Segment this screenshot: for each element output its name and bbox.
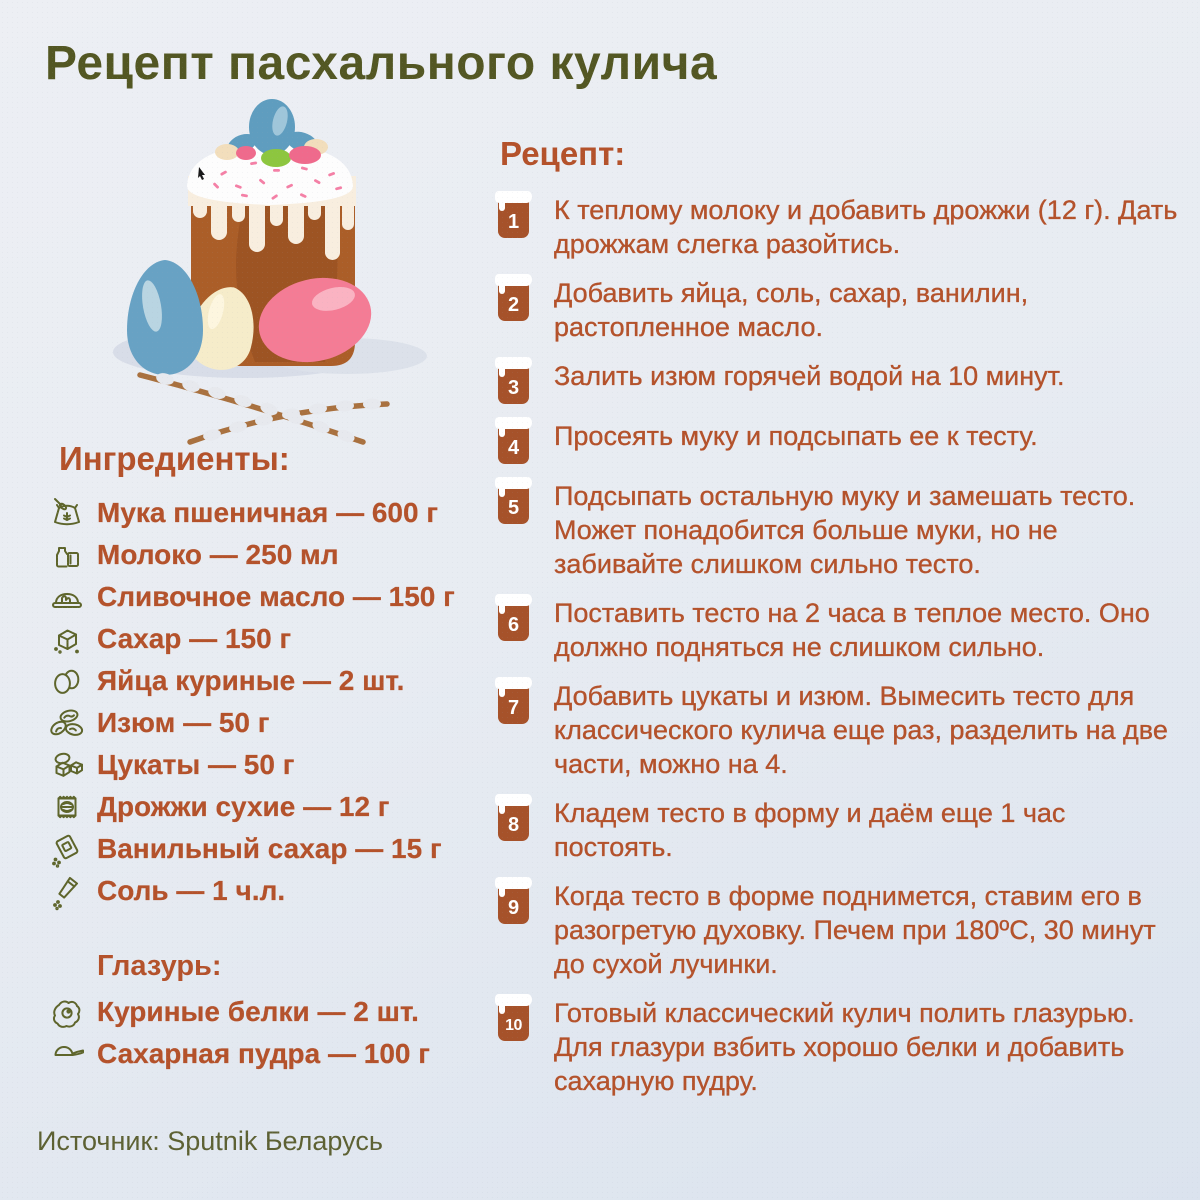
recipe-section <box>498 135 1190 1113</box>
flour-sack-icon <box>45 492 89 534</box>
hero-illustration <box>95 90 465 465</box>
recipe-heading: Рецепт: <box>500 135 626 172</box>
step-number-badge <box>498 482 529 524</box>
ingredient-label: Сахар — 150 г <box>97 623 292 654</box>
ingredient-row <box>45 1033 495 1075</box>
kulich-cake-illustration <box>95 90 465 460</box>
powdered-sugar-icon <box>45 1033 89 1075</box>
egg-white-icon <box>45 991 89 1033</box>
glaze-heading: Глазурь: <box>97 950 222 982</box>
vanilla-sugar-icon <box>45 828 89 870</box>
recipe-step <box>498 419 1190 464</box>
step-text: Поставить тесто на 2 часа в теплое место. Оно должно подняться не слишком сильно. <box>554 598 1150 662</box>
ingredient-label: Соль — 1 ч.л. <box>97 875 286 906</box>
recipe-step <box>498 679 1190 781</box>
raisins-icon <box>45 702 89 744</box>
step-number-badge <box>498 362 529 404</box>
ingredient-row <box>45 576 495 618</box>
ingredient-label: Изюм — 50 г <box>97 707 270 738</box>
ingredient-row <box>45 828 495 870</box>
ingredient-row <box>45 618 495 660</box>
step-text: Просеять муку и подсыпать ее к тесту. <box>554 421 1038 451</box>
step-number: 2 <box>507 294 520 316</box>
step-number: 10 <box>505 1017 522 1034</box>
step-number: 7 <box>507 697 520 719</box>
step-number-badge <box>498 799 529 841</box>
recipe-step <box>498 193 1190 261</box>
step-number-badge <box>498 882 529 924</box>
step-number: 3 <box>507 377 520 399</box>
recipe-step <box>498 479 1190 581</box>
ingredient-label: Яйца куриные — 2 шт. <box>97 665 405 696</box>
ingredient-row <box>45 786 495 828</box>
step-number-badge <box>498 999 529 1041</box>
step-text: Подсыпать остальную муку и замешать тесто. Может понадобится больше муки, но не забивайте слишком сильно тесто. <box>554 481 1136 579</box>
ingredient-label: Цукаты — 50 г <box>97 749 295 780</box>
step-number-badge <box>498 279 529 321</box>
ingredient-label: Ванильный сахар — 15 г <box>97 833 442 864</box>
ingredient-row <box>45 702 495 744</box>
step-number-badge <box>498 196 529 238</box>
step-text: К теплому молоку и добавить дрожжи (12 г). Дать дрожжам слегка разойтись. <box>554 195 1178 259</box>
page-title: Рецепт пасхального кулича <box>45 37 718 90</box>
recipe-step <box>498 596 1190 664</box>
milk-icon <box>45 534 89 576</box>
ingredients-heading: Ингредиенты: <box>59 440 290 477</box>
step-text: Добавить цукаты и изюм. Вымесить тесто для классического кулича еще раз, разделить на две части, можно на 4. <box>554 681 1168 779</box>
step-number: 6 <box>507 614 520 636</box>
ingredients-section <box>45 440 495 1075</box>
step-text: Кладем тесто в форму и даём еще 1 час постоять. <box>554 798 1066 862</box>
ingredient-label: Молоко — 250 мл <box>97 539 339 570</box>
sugar-cube-icon <box>45 618 89 660</box>
ingredient-row <box>45 870 495 912</box>
recipe-step <box>498 879 1190 981</box>
ingredient-label: Сливочное масло — 150 г <box>97 581 455 612</box>
step-text: Залить изюм горячей водой на 10 минут. <box>554 361 1065 391</box>
yeast-icon <box>45 786 89 828</box>
recipe-step <box>498 996 1190 1098</box>
recipe-step <box>498 796 1190 864</box>
step-number: 4 <box>507 437 520 459</box>
step-number: 5 <box>507 497 520 519</box>
recipe-step <box>498 359 1190 404</box>
ingredient-row <box>45 534 495 576</box>
step-number-badge <box>498 422 529 464</box>
ingredient-row <box>45 660 495 702</box>
ingredient-row <box>45 991 495 1033</box>
ingredient-row <box>45 492 495 534</box>
step-number: 9 <box>507 897 520 919</box>
ingredient-label: Мука пшеничная — 600 г <box>97 497 439 528</box>
source-text: Источник: Sputnik Беларусь <box>37 1126 383 1156</box>
step-number: 1 <box>507 211 520 233</box>
ingredient-label: Сахарная пудра — 100 г <box>97 1038 430 1069</box>
eggs-icon <box>45 660 89 702</box>
candied-fruit-icon <box>45 744 89 786</box>
step-number-badge <box>498 599 529 641</box>
step-number: 8 <box>507 814 520 836</box>
recipe-step <box>498 276 1190 344</box>
step-text: Готовый классический кулич полить глазурью. Для глазури взбить хорошо белки и добавить сахарную пудру. <box>554 998 1135 1096</box>
step-number-badge <box>498 682 529 724</box>
ingredient-label: Куриные белки — 2 шт. <box>97 996 419 1027</box>
salt-icon <box>45 870 89 912</box>
ingredient-row <box>45 744 495 786</box>
step-text: Добавить яйца, соль, сахар, ванилин, растопленное масло. <box>554 278 1029 342</box>
ingredient-label: Дрожжи сухие — 12 г <box>97 791 390 822</box>
step-text: Когда тесто в форме поднимется, ставим его в разогретую духовку. Печем при 180ºC, 30 минут до сухой лучинки. <box>554 881 1156 979</box>
butter-icon <box>45 576 89 618</box>
